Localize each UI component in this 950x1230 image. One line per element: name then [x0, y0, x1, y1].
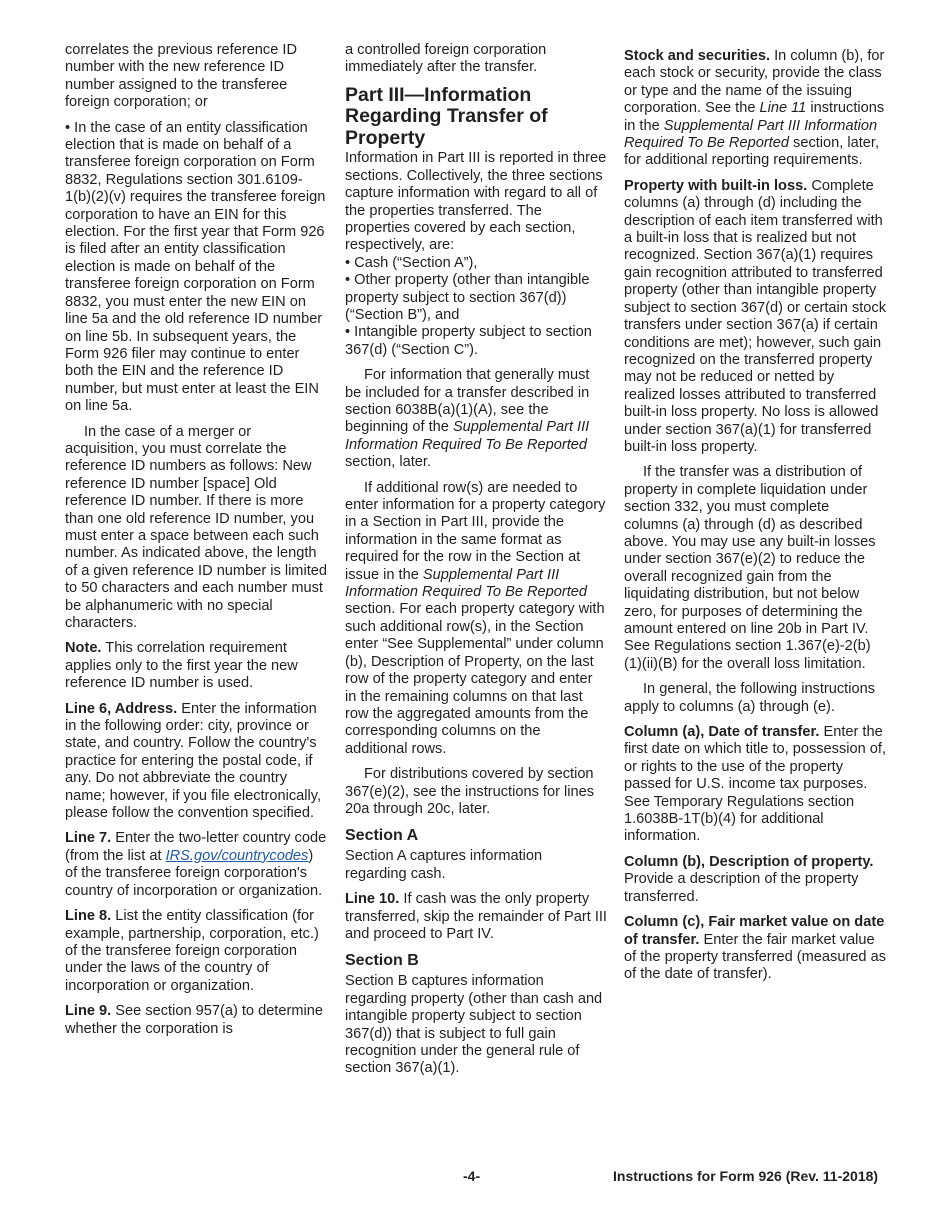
paragraph: [345, 367, 607, 471]
line-9-paragraph: [65, 1003, 327, 1038]
paragraph: In general, the following instructions apply to columns (a) through (e).: [624, 681, 876, 715]
built-in-loss-text: Complete columns (a) through (d) including the description of each item transferred with a built-in loss that is realized but not recognized. Section 367(a)(1) requires gain recognition attributed to transferred property (other than intangible property subject to section 367(d) or certain stock transfers under section 367(a) if certain conditions are met); however, such gain recognized on the transferred property may not be reduced or netted by realized losses attributed to transferred built-in loss property. No loss is allowed under section 367(a)(1) for transferred built-in loss property.: [624, 177, 887, 455]
line-8-label: Line 8.: [65, 908, 112, 925]
paragraph: a controlled foreign corporation immediately after the transfer.: [345, 42, 547, 76]
line-10-text: If cash was the only property transferred, skip the remainder of Part III and proceed to Part IV.: [345, 891, 607, 942]
text: If additional row(s) are needed to enter information for a property category in a Section in Part III, provide the information in the same format as required for the row in the Section at issue in the: [345, 479, 606, 583]
form-title: Instructions for Form 926 (Rev. 11-2018): [613, 1168, 879, 1184]
column-c-paragraph: [624, 914, 886, 984]
line-9-text: See section 957(a) to determine whether the corporation is: [65, 1003, 323, 1037]
section-b-heading: Section B: [345, 952, 419, 970]
paragraph: Section A captures information regarding cash.: [345, 848, 543, 882]
column-1: [65, 42, 327, 1046]
bullet-item: • In the case of an entity classification election that is made on behalf of a transferee foreign corporation on Form 8832, Regulations section 301.6109-1(b)(2)(v) requires the transferee foreign corporation to have an EIN for this election. For the first year that Form 926 is filed after an entity classification election is made on behalf of the transferee foreign corporation on Form 8832, you must enter the new EIN on line 5a and the old reference ID number on line 5b. In subsequent years, the Form 926 filer may continue to enter both the EIN and the reference ID number, but must enter at least the EIN on line 5a.: [65, 120, 327, 416]
bullet-item: • Intangible property subject to section 367(d) (“Section C”).: [345, 324, 607, 359]
column-3: [624, 42, 886, 992]
column-b-label: Column (b), Description of property.: [624, 853, 874, 870]
italic-text: Supplemental Part III Information Required To Be Reported: [624, 117, 878, 152]
column-a-text: Enter the first date on which title to, possession of, or rights to the use of the property passed for U.S. income tax purposes. See Temporary Regulations section 1.6038B-1T(b)(4) for additional information.: [624, 724, 887, 845]
stock-paragraph: [624, 48, 886, 170]
paragraph: [345, 480, 607, 759]
line-8-text: List the entity classification (for example, partnership, corporation, etc.) of the transferee foreign corporation under the laws of the country of incorporation or organization.: [65, 908, 319, 994]
line-10-label: Line 10.: [345, 891, 400, 908]
paragraph: For distributions covered by section 367(e)(2), see the instructions for lines 20a through 20c, later.: [345, 766, 595, 817]
stock-label: Stock and securities.: [624, 48, 770, 64]
line-6-text: Enter the information in the following order: city, province or state, and country. Follow the country's practice for entering the postal code, if any. Do not abbreviate the country name; however, if you file electronically, please follow the convention specified.: [65, 700, 322, 822]
line-6-label: Line 6, Address.: [65, 700, 178, 717]
line-7-text-end: ) of the transferee foreign corporation's country of incorporation or organization.: [65, 847, 323, 899]
part-iii-heading: Part III—Information Regarding Transfer of Property: [345, 83, 548, 149]
section-a-heading: Section A: [345, 827, 419, 845]
line-7-text: Enter the two-letter country code (from the list at: [65, 830, 327, 864]
built-in-loss-label: Property with built-in loss.: [624, 177, 808, 194]
column-b-text: Provide a description of the property transferred.: [624, 871, 859, 905]
text: For information that generally must be included for a transfer described in section 6038B(a)(1)(A), see the beginning of the: [345, 367, 590, 436]
column-c-label: Column (c), Fair market value on date of transfer.: [624, 914, 885, 948]
italic-text: Supplemental Part III Information Required To Be Reported: [345, 419, 590, 453]
page-number: -4-: [463, 1168, 481, 1184]
built-in-loss-paragraph: [624, 178, 886, 457]
text: section. For each property category with such additional row(s), in the Section enter “See Supplemental” under column (b), Description of Property, on the last row of the property category and enter in the remaining columns on that last row the aggregated amounts from the corresponding columns on the additional rows.: [345, 601, 605, 757]
country-codes-link[interactable]: IRS.gov/countrycodes: [165, 847, 309, 864]
line-7-label: Line 7.: [65, 830, 112, 847]
paragraph: In the case of a merger or acquisition, you must correlate the reference ID numbers as follows: New reference ID number [space] Old reference ID number. If there is more than one old reference ID number, you must enter a space between each such number. As indicated above, the length of a given reference ID number is limited to 50 characters and each number must be alphanumeric with no special characters.: [65, 423, 327, 631]
line-8-paragraph: [65, 908, 327, 995]
line-7-paragraph: [65, 830, 327, 900]
column-b-paragraph: [624, 854, 886, 906]
text: section, later, for additional reporting requirements.: [624, 135, 880, 169]
text: section, later.: [345, 454, 431, 471]
paragraph: Information in Part III is reported in three sections. Collectively, the three sections capture information with regard to all of the properties transferred. The properties covered by each section, respectively, are:: [345, 150, 607, 254]
column-c-text: Enter the fair market value of the property transferred (measured as of the date of transfer).: [624, 931, 887, 983]
italic-text: Supplemental Part III Information Required To Be Reported: [345, 566, 588, 601]
paragraph: If the transfer was a distribution of property in complete liquidation under section 332, you must complete columns (a) through (d) as described above. You may use any built-in losses under section 367(e)(2) to reduce the overall recognized gain from the liquidating distribution, but not below zero, for purposes of determining the amount entered on line 20b in Part IV. See Regulations section 1.367(e)-2(b)(1)(ii)(B) for the overall loss limitation.: [624, 464, 876, 672]
bullet-item: • Other property (other than intangible property subject to section 367(d)) (“Section B”), and: [345, 272, 607, 324]
column-2: [345, 42, 607, 1086]
note-text: This correlation requirement applies only to the first year the new reference ID number is used.: [65, 640, 298, 692]
text: instructions in the: [624, 100, 885, 134]
bullet-item: • Cash (“Section A”),: [345, 255, 607, 272]
column-a-label: Column (a), Date of transfer.: [624, 724, 820, 741]
paragraph: correlates the previous reference ID number with the new reference ID number assigned to the transferee foreign corporation; or: [65, 42, 297, 111]
line-6-paragraph: [65, 701, 327, 823]
note-label: Note.: [65, 640, 102, 657]
paragraph: Section B captures information regarding property (other than cash and intangible property subject to section 367(d)) that is subject to full gain recognition under the general rule of section 367(a)(1).: [345, 973, 603, 1077]
note-paragraph: [65, 640, 327, 692]
line-9-label: Line 9.: [65, 1003, 112, 1020]
column-a-paragraph: [624, 724, 886, 846]
italic-text: Line 11: [759, 100, 807, 117]
line-10-paragraph: [345, 891, 607, 943]
text: In column (b), for each stock or security, provide the class or type and the name of the issuing corporation. See the: [624, 48, 885, 117]
